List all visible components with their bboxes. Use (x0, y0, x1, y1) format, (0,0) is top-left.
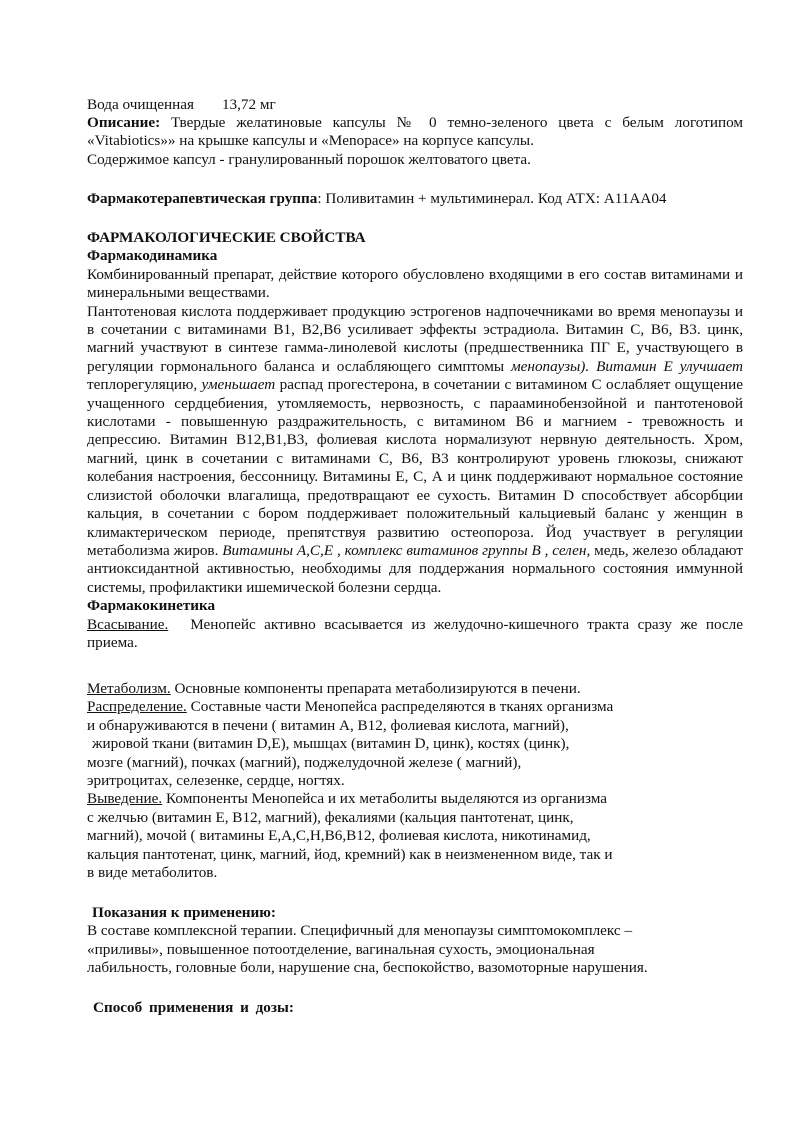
excretion-label: Выведение. (87, 790, 163, 808)
properties-section (87, 229, 743, 652)
pharmacodynamics-para1: Комбинированный препарат, действие которого обусловлено входящими в его состав витаминами и минеральными веществами. (87, 265, 743, 302)
distribution-line-1: Составные части Менопейса распределяются в тканях организма (186, 698, 614, 716)
indications-line-1: В составе комплексной терапии. Специфичный для менопаузы симптомокомплекс – (87, 922, 633, 940)
metabolism-text: Основные компоненты препарата метаболизируются в печени. (170, 680, 581, 697)
pd-text-italic-1: менопаузы). Витамин Е улучшает (510, 357, 743, 375)
excretion-line-2: с желчью (витамин E, B12, магний), фекалиями (кальция пантотенат, цинк, (87, 808, 574, 826)
water-label: Вода очищенная (87, 96, 194, 113)
distribution-line-2: и обнаруживаются в печени ( витамин А, B12, фолиевая кислота, магний), (87, 716, 569, 734)
description-label: Описание: (87, 114, 161, 131)
metabolism-label: Метаболизм. (87, 680, 171, 697)
absorption-label: Всасывание. (87, 615, 169, 633)
pd-text-a: Пантотеновая кислота поддерживает продукцию эстрогенов надпочечниками во время менопаузы и в сочетании с витаминами B1, B2,B6 усиливает эффекты эстрадиола. Витамин C, B6, B3. цинк, магний участвуют в синтезе гамма-линолевой кислоты (предшественника ПГ Е, участвующего в регуляции гормонального баланса и ослабляющего симптомы (87, 302, 743, 375)
pharmacodynamics-para2 (87, 303, 743, 598)
water-value: 13,72 мг (221, 96, 276, 113)
pd-text-italic-2: уменьшает (201, 376, 276, 394)
description-contents: Содержимое капсул - гранулированный порошок желтоватого цвета. (87, 150, 531, 168)
description-section (87, 114, 743, 169)
pd-text-b: теплорегуляцию, (87, 376, 202, 394)
indications-line-2: «приливы», повышенное потоотделение, вагинальная сухость, эмоциональная (87, 940, 595, 958)
distribution-line-3: жировой ткани (витамин D,E), мышцах (витамин D, цинк), костях (цинк), (92, 735, 570, 753)
pd-text-c: распад прогестерона, в сочетании с витамином С ослабляет ощущение учащенного сердцебиения, утомляемость, нервозность, с парааминобензойной и пантотеновой кислотами - повышенную раздражительность, с витамином B6 и магнием - тревожность и депрессию. Витамин B12,B1,B3, фолиевая кислота нормализуют нервную деятельность. Хром, магний, цинк в сочетании с витаминами C, B6, B3 контролируют уровень глюкозы, снижают колебания настроения, бессонницу. Витамины Е, С, А и цинк поддерживают нормальное состояние слизистой оболочки влагалища, предотвращают ее сухость. Витамин D способствует абсорбции кальция, в сочетании с бором поддерживает положительный кальциевый баланс у женщин в климактерическом периоде, препятствуя развитию остеопороза. Йод участвует в регуляции метаболизма жиров. (87, 376, 743, 559)
distribution-line-4: мозге (магний), почках (магний), поджелудочной железе ( магний), (87, 753, 522, 771)
excretion-line-4: кальция пантотенат, цинк, магний, йод, кремний) как в неизмененном виде, так и (87, 845, 613, 863)
excretion-line-5: в виде метаболитов. (87, 864, 218, 882)
indications-section (87, 904, 747, 978)
dosage-heading: Способ применения и дозы: (93, 999, 294, 1016)
absorption-text: Менопейс активно всасывается из желудочно-кишечного тракта сразу же после приема. (87, 615, 743, 651)
pd-text-italic-3: Витамины А,С,Е , комплекс витаминов группы В , селен, (222, 541, 591, 559)
pharm-group-text: : Поливитамин + мультиминерал. Код АТХ: A11AA04 (317, 190, 667, 207)
dosage-section (87, 999, 743, 1017)
properties-heading: ФАРМАКОЛОГИЧЕСКИЕ СВОЙСТВА (87, 229, 366, 246)
indications-heading: Показания к применению: (92, 904, 276, 921)
distribution-line-5: эритроцитах, селезенке, сердце, ногтях. (87, 772, 345, 790)
pharm-group-label: Фармакотерапевтическая группа (87, 190, 318, 207)
pharmacodynamics-heading: Фармакодинамика (87, 247, 218, 265)
pd-text-d: медь, железо обладают антиоксидантной активностью, необходимы для поддержания нормального состояния иммунной системы, профилактики ишемической болезни сердца. (87, 541, 743, 596)
distribution-label: Распределение. (87, 698, 187, 716)
composition-water-line (87, 96, 743, 114)
excretion-line-3: магний), мочой ( витамины E,A,C,H,B6,B12, фолиевая кислота, никотинамид, (87, 827, 591, 845)
pharmacokinetics-heading: Фармакокинетика (87, 597, 216, 615)
absorption-para (87, 616, 743, 653)
pharm-group-line (87, 190, 743, 208)
description-text: Твердые желатиновые капсулы № 0 темно-зеленого цвета с белым логотипом «Vitabiotics»» на крышке капсулы и «Menopace» на корпусе капсулы. (87, 114, 743, 150)
excretion-line-1: Компоненты Менопейса и их метаболиты выделяются из организма (162, 790, 607, 808)
indications-line-3: лабильность, головные боли, нарушение сна, беспокойство, вазомоторные нарушения. (87, 959, 648, 977)
pk-details (87, 680, 747, 882)
